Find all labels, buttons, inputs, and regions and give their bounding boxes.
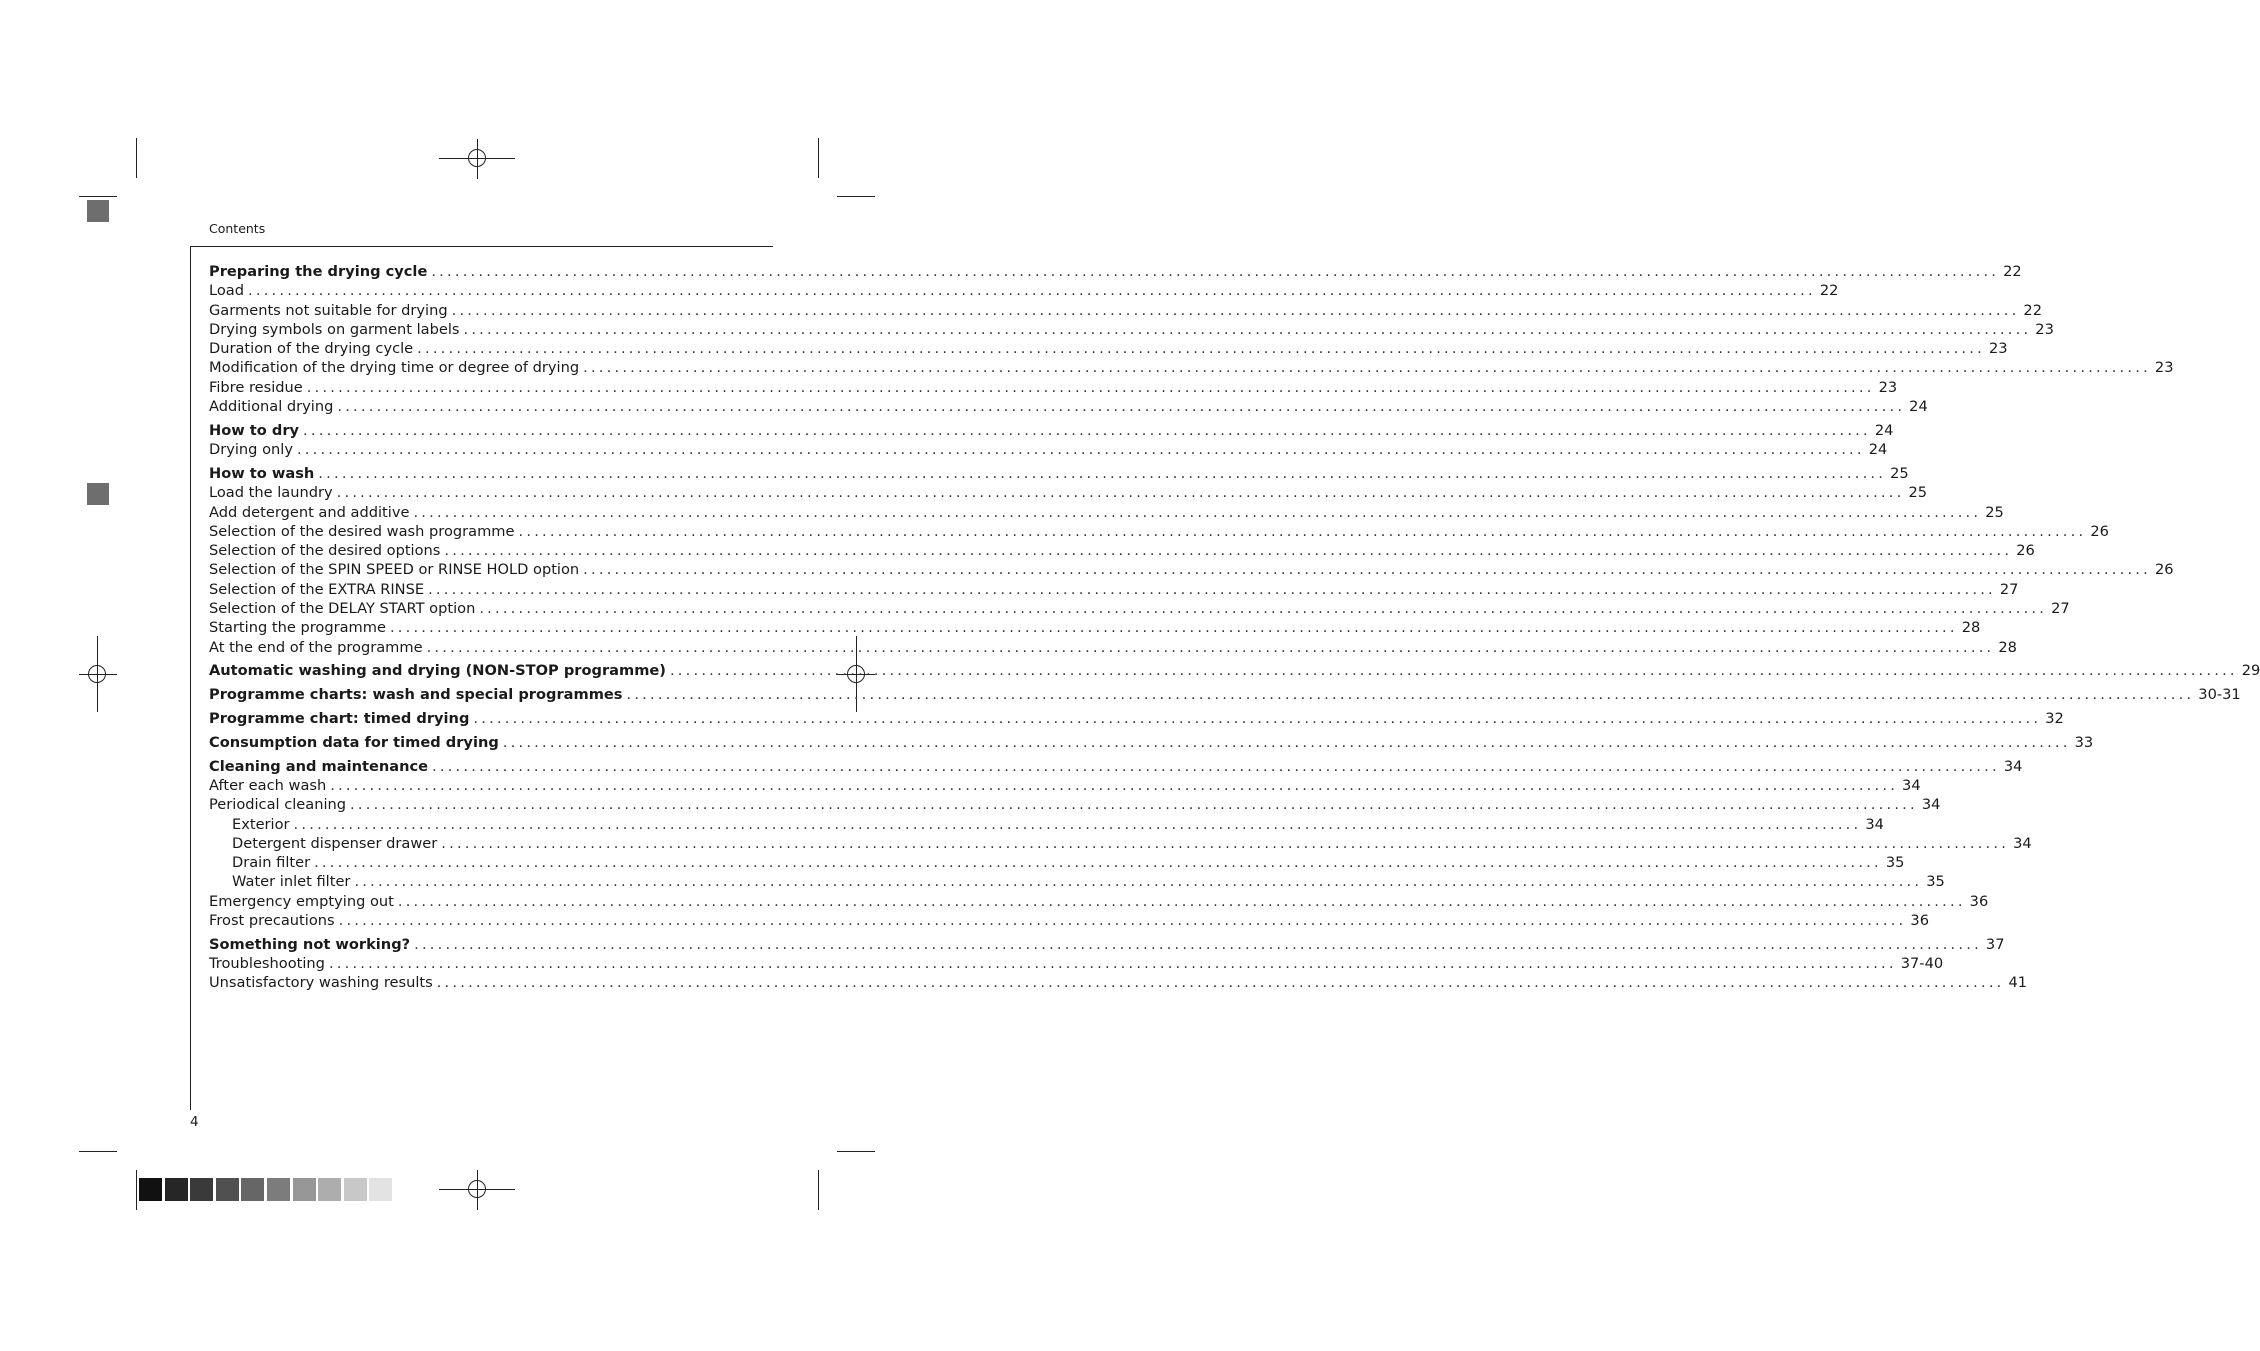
toc-entry-label: Something not working?: [209, 935, 411, 953]
toc-leader-dots: ........................................................................................................................................................................................................: [432, 757, 2000, 775]
toc-leader-dots: ........................................................................................................................................................................................................: [583, 359, 2151, 377]
toc-entry: [209, 522, 2109, 541]
toc-leader-dots: ........................................................................................................................................................................................................: [337, 398, 1906, 416]
toc-entry-page: 28: [1998, 638, 2017, 656]
crop-mark: [837, 1151, 875, 1152]
crop-mark: [79, 1151, 117, 1152]
toc-entry-label: Add detergent and additive: [209, 503, 410, 521]
toc-entry: [209, 815, 1884, 834]
toc-entry-label: How to dry: [209, 421, 300, 439]
toc-entry-label: Starting the programme: [209, 619, 386, 637]
toc-entry-page: 25: [1890, 464, 1909, 482]
toc-entry: [209, 421, 1894, 440]
page-header-title: Contents: [209, 221, 266, 236]
crop-mark: [818, 138, 819, 178]
toc-entry-label: Unsatisfactory washing results: [209, 974, 433, 992]
toc-entry-label: Modification of the drying time or degree of drying: [209, 359, 580, 377]
toc-entry: [209, 320, 2054, 339]
toc-entry-page: 35: [1885, 854, 1905, 872]
toc-leader-dots: ........................................................................................................................................................................................................: [669, 662, 2238, 680]
color-swatch: [293, 1178, 316, 1201]
toc-entry-label: Water inlet filter: [232, 873, 351, 891]
toc-entry-label: Emergency emptying out: [209, 892, 394, 910]
toc-entry: [209, 935, 2005, 954]
toc-leader-dots: ........................................................................................................................................................................................................: [293, 815, 1862, 833]
toc-entry-label: Consumption data for timed drying: [209, 733, 499, 751]
toc-entry: [209, 378, 1898, 397]
toc-entry-page: 34: [1902, 776, 1921, 794]
registration-circle-icon: [468, 149, 486, 167]
toc-entry: [209, 397, 1928, 416]
toc-entry-label: Selection of the DELAY START option: [209, 600, 476, 618]
color-swatch: [165, 1178, 188, 1201]
toc-leader-dots: ........................................................................................................................................................................................................: [330, 776, 1899, 794]
toc-entry: [209, 853, 1905, 872]
toc-entry-label: Detergent dispenser drawer: [232, 834, 438, 852]
toc-entry: [209, 262, 2022, 281]
toc-entry-page: 29: [2241, 662, 2260, 680]
toc-leader-dots: ........................................................................................................................................................................................................: [338, 912, 1907, 929]
toc-leader-dots: ........................................................................................................................................................................................................: [502, 733, 2071, 751]
toc-entry-page: 30-31: [2198, 686, 2241, 704]
toc-entry-label: Cleaning and maintenance: [209, 757, 429, 775]
toc-leader-dots: ........................................................................................................................................................................................................: [451, 301, 2020, 319]
toc-entry: [209, 709, 2064, 728]
color-swatch: [369, 1178, 392, 1201]
toc-leader-dots: ........................................................................................................................................................................................................: [354, 873, 1923, 891]
toc-leader-dots: ........................................................................................................................................................................................................: [473, 710, 2042, 728]
color-swatch: [190, 1178, 213, 1201]
toc-entry: [209, 599, 2070, 618]
toc-entry: [209, 618, 1981, 637]
toc-leader-dots: ........................................................................................................................................................................................................: [248, 282, 1816, 300]
toc-entry: [209, 661, 2260, 680]
toc-leader-dots: ........................................................................................................................................................................................................: [350, 796, 1918, 814]
toc-leader-dots: ........................................................................................................................................................................................................: [626, 686, 2195, 704]
toc-entry-label: Drain filter: [232, 854, 311, 872]
toc-leader-dots: ........................................................................................................................................................................................................: [318, 464, 1887, 482]
color-swatch: [139, 1178, 162, 1201]
toc-entry: [209, 911, 1929, 930]
toc-entry: [209, 464, 1909, 483]
toc-entry-label: Duration of the drying cycle: [209, 340, 414, 358]
toc-entry-page: 34: [2013, 834, 2032, 852]
toc-entry-label: Drying only: [209, 441, 293, 459]
toc-entry-label: Load: [209, 282, 245, 300]
toc-entry-label: Drying symbols on garment labels: [209, 320, 460, 338]
toc-leader-dots: ........................................................................................................................................................................................................: [336, 484, 1905, 502]
toc-leader-dots: ........................................................................................................................................................................................................: [303, 421, 1871, 439]
toc-entry-page: 27: [1999, 580, 2019, 598]
page-number: 4: [190, 1114, 199, 1130]
toc-entry-label: How to wash: [209, 464, 315, 482]
toc-entry-page: 26: [2154, 561, 2174, 579]
toc-entry: [209, 834, 2032, 853]
toc-leader-dots: ........................................................................................................................................................................................................: [441, 834, 2010, 852]
toc-entry-label: Selection of the desired options: [209, 542, 441, 560]
toc-entry: [209, 483, 1928, 502]
section-marker-middle: [87, 483, 109, 505]
toc-leader-dots: ........................................................................................................................................................................................................: [444, 542, 2013, 560]
toc-entry-page: 36: [1969, 892, 1989, 910]
toc-entry: [209, 892, 1989, 911]
toc-entry: [209, 757, 2023, 776]
toc-entry: [209, 795, 1941, 814]
toc-entry-page: 33: [2074, 733, 2094, 751]
toc-entry-label: Garments not suitable for drying: [209, 301, 448, 319]
section-marker-top: [87, 200, 109, 222]
registration-circle-icon: [88, 665, 106, 683]
toc-entry: [209, 954, 1944, 973]
toc-leader-dots: ........................................................................................................................................................................................................: [431, 263, 2000, 280]
toc-entry-page: 35: [1926, 873, 1945, 891]
toc-entry-page: 41: [2008, 974, 2028, 992]
toc-entry-page: 34: [1865, 815, 1884, 833]
toc-entry: [209, 301, 2042, 320]
toc-entry-page: 36: [1910, 912, 1929, 929]
header-rule: [190, 246, 773, 247]
toc-entry-label: Selection of the SPIN SPEED or RINSE HOLD option: [209, 561, 580, 579]
toc-entry: [209, 638, 2017, 657]
toc-entry-page: 24: [1874, 421, 1894, 439]
toc-entry-page: 23: [1878, 378, 1898, 396]
toc-entry: [209, 358, 2174, 377]
toc-entry: [209, 339, 2008, 358]
toc-entry: [209, 560, 2174, 579]
toc-entry-page: 32: [2045, 710, 2064, 728]
toc-entry-label: Frost precautions: [209, 912, 335, 929]
toc-leader-dots: ........................................................................................................................................................................................................: [414, 935, 1982, 953]
toc-entry-label: Fibre residue: [209, 378, 303, 396]
left-margin-rule: [190, 246, 191, 1110]
toc-entry: [209, 685, 2241, 704]
toc-entry-page: 37-40: [1900, 955, 1944, 973]
toc-leader-dots: ........................................................................................................................................................................................................: [413, 503, 1982, 521]
toc-entry-label: Load the laundry: [209, 484, 333, 502]
toc-entry-page: 24: [1868, 441, 1888, 459]
color-swatch: [216, 1178, 239, 1201]
toc-entry-page: 28: [1961, 619, 1981, 637]
toc-entry-page: 26: [2090, 522, 2109, 540]
toc-entry: [209, 440, 1888, 459]
toc-entry: [209, 973, 2028, 992]
toc-leader-dots: ........................................................................................................................................................................................................: [479, 600, 2048, 618]
toc-entry-label: Preparing the drying cycle: [209, 263, 428, 280]
crop-mark: [79, 196, 117, 197]
color-swatch: [318, 1178, 341, 1201]
toc-leader-dots: ........................................................................................................................................................................................................: [417, 340, 1985, 358]
crop-mark: [136, 1170, 137, 1210]
color-swatch: [344, 1178, 367, 1201]
toc-entry-page: 37: [1985, 935, 2005, 953]
toc-leader-dots: ........................................................................................................................................................................................................: [426, 638, 1995, 656]
toc-entry-page: 25: [1985, 503, 2004, 521]
toc-leader-dots: ........................................................................................................................................................................................................: [463, 320, 2032, 338]
toc-entry: [209, 281, 1839, 300]
toc-leader-dots: ........................................................................................................................................................................................................: [518, 522, 2087, 540]
toc-entry-page: 23: [2154, 359, 2174, 377]
toc-entry-label: Troubleshooting: [209, 955, 325, 973]
toc-entry: [209, 541, 2035, 560]
toc-entry-page: 26: [2016, 542, 2035, 560]
toc-leader-dots: ........................................................................................................................................................................................................: [436, 974, 2005, 992]
toc-leader-dots: ........................................................................................................................................................................................................: [583, 561, 2151, 579]
toc-leader-dots: ........................................................................................................................................................................................................: [428, 580, 1996, 598]
color-swatch: [241, 1178, 264, 1201]
toc-entry-page: 23: [2035, 320, 2054, 338]
toc-entry-label: Selection of the EXTRA RINSE: [209, 580, 425, 598]
toc-leader-dots: ........................................................................................................................................................................................................: [314, 854, 1882, 872]
toc-entry-page: 22: [2003, 263, 2022, 280]
toc-entry-page: 34: [2003, 757, 2023, 775]
toc-entry-label: Selection of the desired wash programme: [209, 522, 515, 540]
toc-entry: [209, 733, 2094, 752]
toc-leader-dots: ........................................................................................................................................................................................................: [306, 378, 1875, 396]
color-swatch: [267, 1178, 290, 1201]
toc-entry-label: Periodical cleaning: [209, 796, 347, 814]
toc-entry-label: Automatic washing and drying (NON-STOP programme): [209, 662, 666, 680]
toc-entry-label: Exterior: [232, 815, 290, 833]
toc-leader-dots: ........................................................................................................................................................................................................: [397, 892, 1966, 910]
toc-leader-dots: ........................................................................................................................................................................................................: [328, 955, 1897, 973]
toc-entry-page: 24: [1909, 398, 1928, 416]
toc-entry-label: After each wash: [209, 776, 327, 794]
toc-entry-label: Programme charts: wash and special programmes: [209, 686, 623, 704]
toc-entry-page: 22: [2023, 301, 2042, 319]
toc-entry-page: 25: [1908, 484, 1928, 502]
toc-entry: [209, 580, 2019, 599]
toc-entry-page: 27: [2051, 600, 2070, 618]
table-of-contents: [209, 262, 2260, 993]
toc-leader-dots: ........................................................................................................................................................................................................: [389, 619, 1958, 637]
toc-entry-page: 22: [1819, 282, 1839, 300]
toc-leader-dots: ........................................................................................................................................................................................................: [296, 441, 1865, 459]
toc-entry: [209, 503, 2004, 522]
crop-mark: [818, 1170, 819, 1210]
toc-entry-label: At the end of the programme: [209, 638, 423, 656]
toc-entry: [209, 872, 1945, 891]
toc-entry-label: Programme chart: timed drying: [209, 710, 470, 728]
crop-mark: [136, 138, 137, 178]
registration-circle-icon: [468, 1180, 486, 1198]
toc-entry: [209, 776, 1921, 795]
crop-mark: [837, 196, 875, 197]
toc-entry-page: 23: [1988, 340, 2008, 358]
toc-entry-page: 34: [1921, 796, 1941, 814]
toc-entry-label: Additional drying: [209, 398, 334, 416]
